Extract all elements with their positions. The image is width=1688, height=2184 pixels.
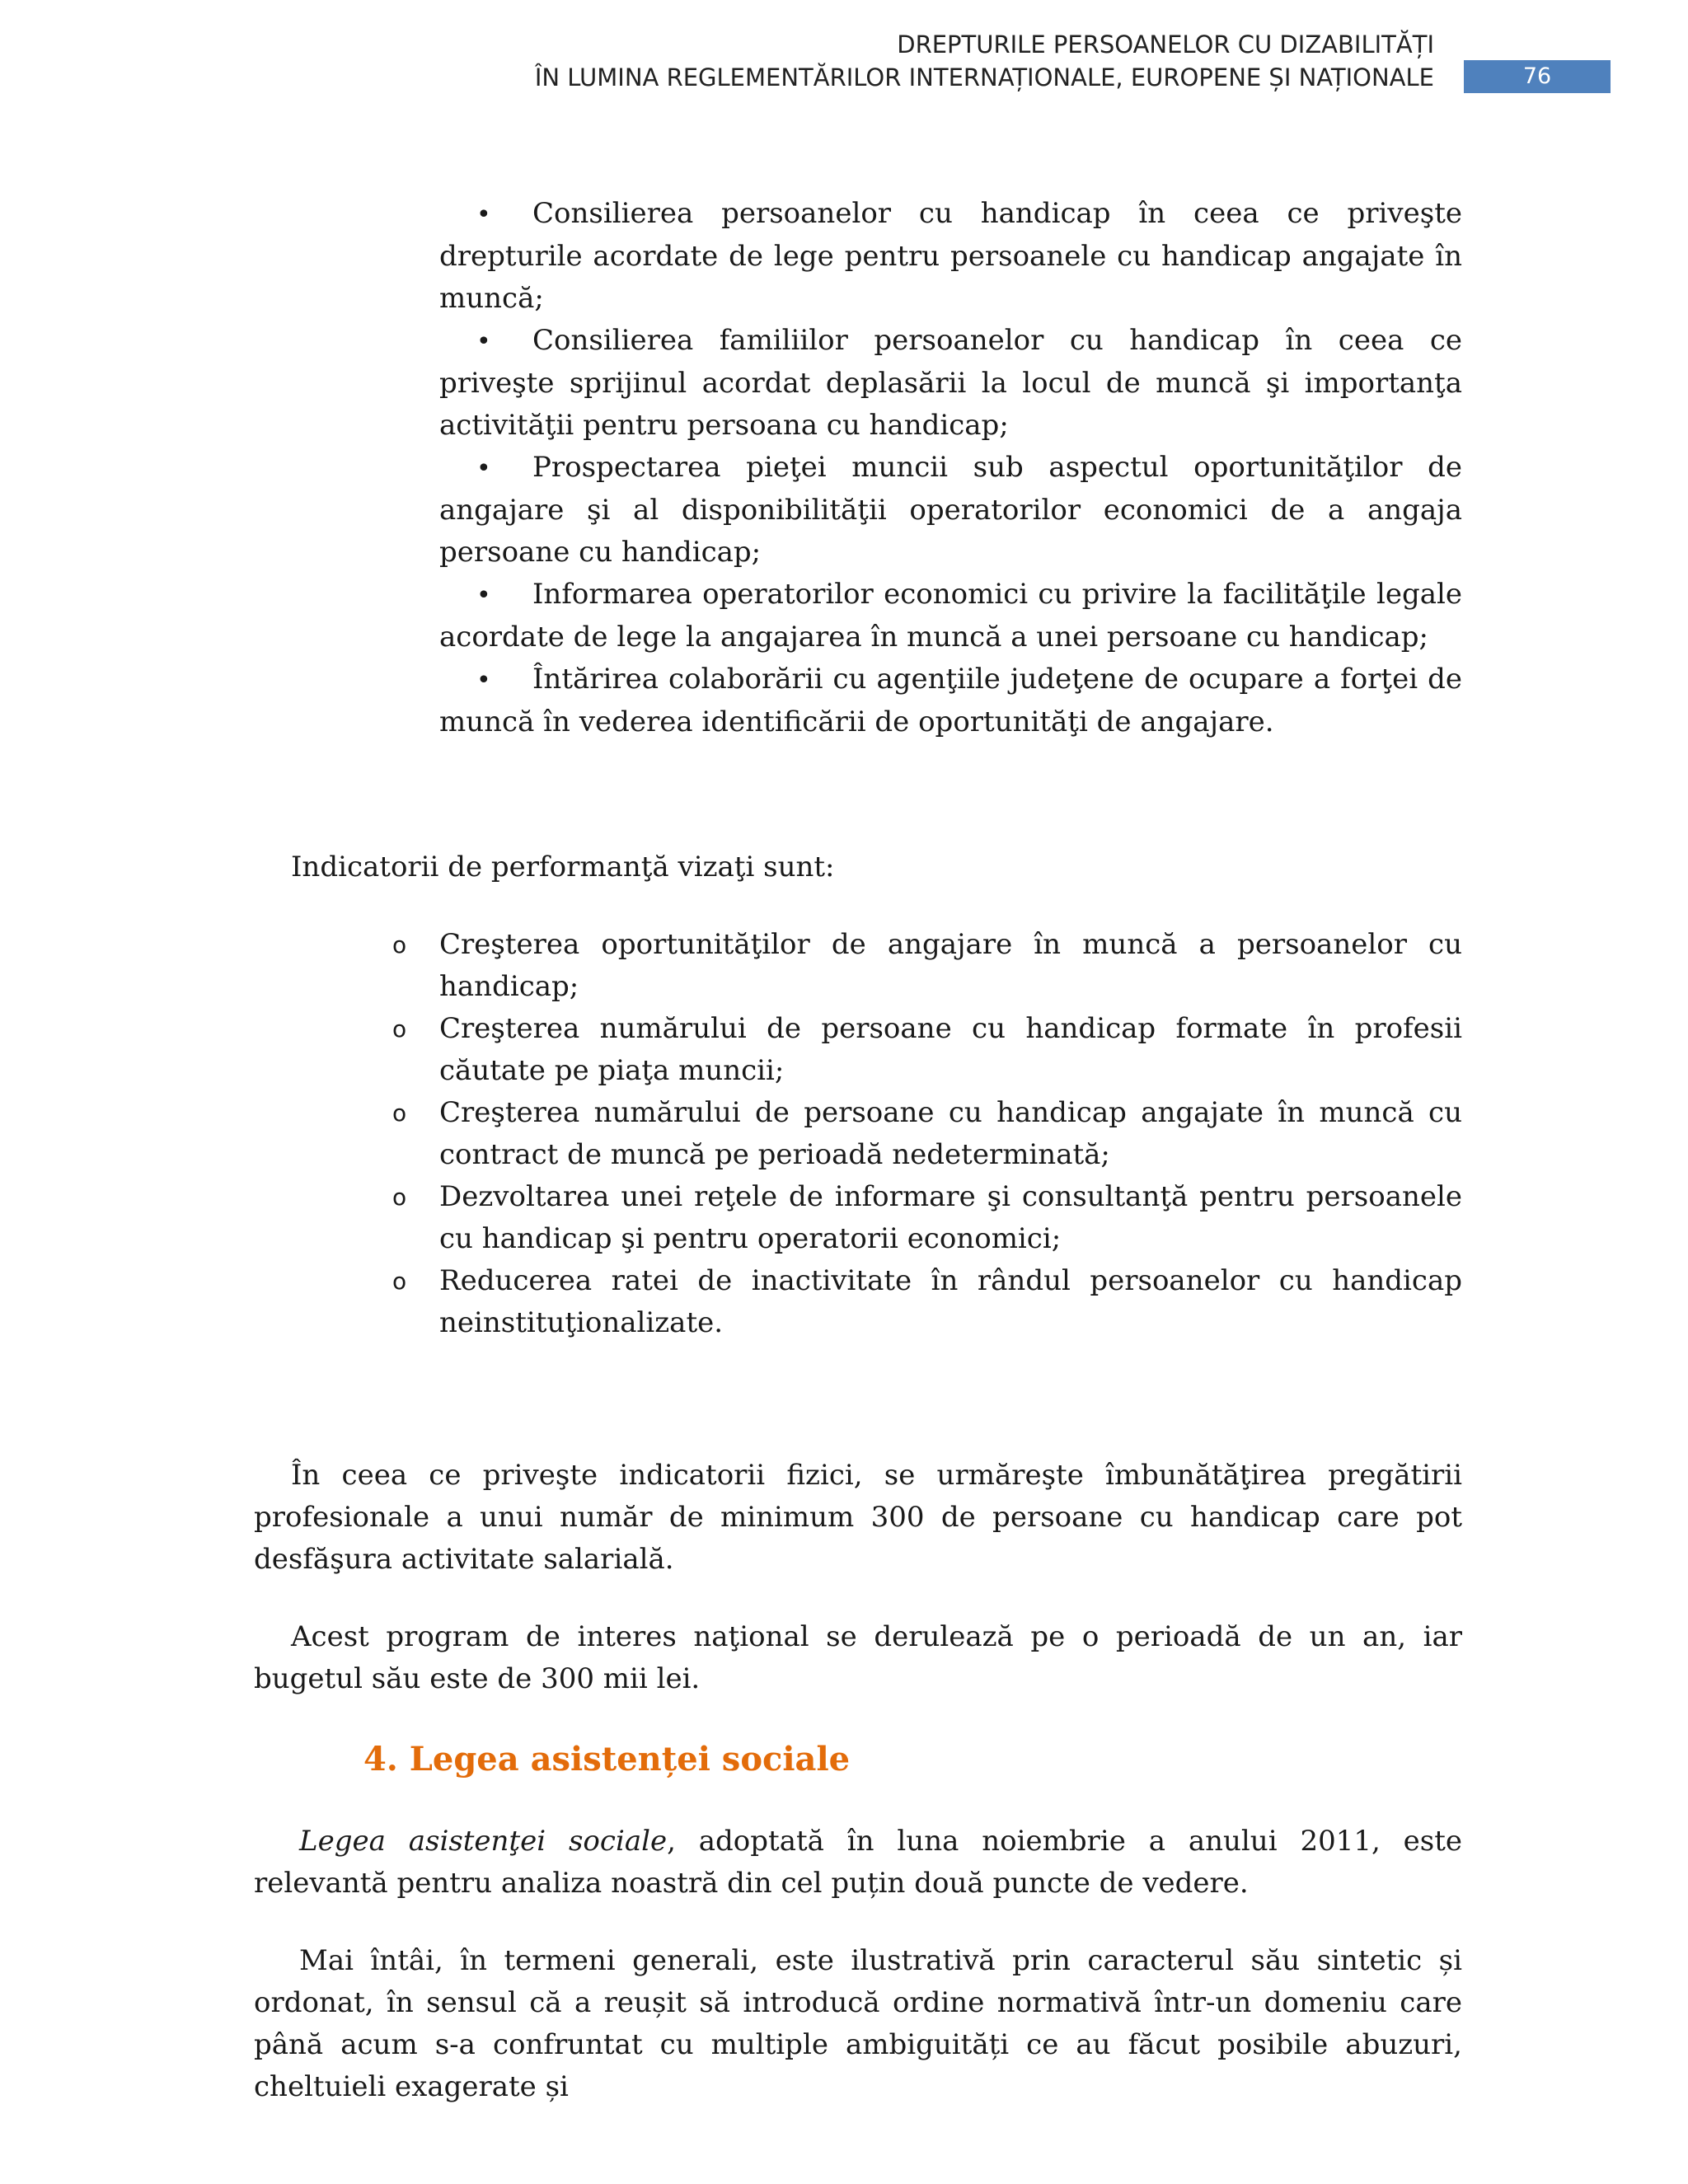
list-item (392, 1092, 1462, 1176)
indicators-list (392, 924, 1462, 1344)
list-item (439, 658, 1462, 743)
law-name: Legea asistenţei sociale (299, 1825, 668, 1858)
header-title-line-2: ÎN LUMINA REGLEMENTĂRILOR INTERNAȚIONALE, EUROPENE ȘI NAȚIONALE (534, 63, 1434, 91)
circle-bullet-icon: o (392, 1268, 407, 1295)
page-body (254, 193, 1462, 2108)
bullet-icon: • (476, 200, 491, 229)
law-paragraph-text: , adoptată în luna noiembrie a anului 2011, este relevantă pentru analiza noastră din cel puțin două puncte de vedere. (254, 1825, 1463, 1900)
list-item (439, 193, 1462, 320)
physical-indicators-paragraph: În ceea ce priveşte indicatorii fizici, se urmăreşte îmbunătăţirea pregătirii profesionale a unui număr de minimum 300 de persoane cu handicap care pot desfăşura activitate salarială. (254, 1459, 1462, 1576)
section-title: Legea asistenței sociale (409, 1740, 851, 1779)
bullet-icon: • (476, 581, 491, 610)
list-item-text: Reducerea ratei de inactivitate în rândul persoanelor cu handicap neinstituţionalizate. (439, 1264, 1462, 1339)
law-paragraph (254, 1821, 1462, 1905)
bullet-icon: • (476, 454, 491, 483)
bullet-list (439, 193, 1462, 743)
list-item (392, 1008, 1462, 1092)
list-item (439, 574, 1462, 658)
list-item-text: Creşterea oportunităţilor de angajare în muncă a persoanelor cu handicap; (439, 928, 1462, 1003)
indicators-intro: Indicatorii de performanţă vizaţi sunt: (291, 851, 835, 883)
circle-bullet-icon: o (392, 1099, 407, 1127)
page-number-badge: 76 (1464, 60, 1611, 93)
list-item (439, 447, 1462, 574)
bullet-icon: • (476, 666, 491, 695)
list-item-text: Creşterea numărului de persoane cu handicap angajate în muncă cu contract de muncă pe perioadă nedeterminată; (439, 1096, 1462, 1171)
section-number: 4. (363, 1740, 398, 1779)
running-header (535, 28, 1434, 94)
list-item-text: Consilierea familiilor persoanelor cu handicap în ceea ce priveşte sprijinul acordat deplasării la locul de muncă şi importanţa activităţii pentru persoana cu handicap; (439, 324, 1462, 442)
circle-bullet-icon: o (392, 1015, 407, 1043)
circle-bullet-icon: o (392, 1183, 407, 1211)
list-item-text: Întărirea colaborării cu agenţiile judeţene de ocupare a forţei de muncă în vederea identificării de oportunităţi de angajare. (439, 663, 1462, 738)
bullet-icon: • (476, 327, 491, 356)
list-item-text: Informarea operatorilor economici cu privire la facilităţile legale acordate de lege la angajarea în muncă a unei persoane cu handicap; (439, 578, 1462, 654)
list-item (392, 1176, 1462, 1260)
list-item-text: Prospectarea pieţei muncii sub aspectul oportunităţilor de angajare şi al disponibilităţii operatorilor economici de a angaja persoane cu handicap; (439, 451, 1462, 569)
list-item (392, 924, 1462, 1008)
list-item-text: Dezvoltarea unei reţele de informare şi consultanţă pentru persoanele cu handicap şi pentru operatorii economici; (439, 1180, 1462, 1255)
list-item-text: Consilierea persoanelor cu handicap în ceea ce priveşte drepturile acordate de lege pentru persoanele cu handicap angajate în muncă; (439, 197, 1462, 315)
list-item (439, 320, 1462, 447)
list-item-text: Creşterea numărului de persoane cu handicap formate în profesii căutate pe piaţa muncii; (439, 1012, 1462, 1087)
section-heading (254, 1736, 1462, 1783)
header-title-line-1: DREPTURILE PERSOANELOR CU DIZABILITĂȚI (897, 30, 1434, 59)
last-paragraph: Mai întâi, în termeni generali, este ilustrativă prin caracterul său sintetic și ordonat, în sensul că a reușit să introducă ordine normativă într-un domeniu care până acum s-a confruntat cu multiple ambiguități ce au făcut posibile abuzuri, cheltuieli exagerate și (254, 1944, 1462, 2103)
circle-bullet-icon: o (392, 931, 407, 958)
list-item (392, 1260, 1462, 1344)
program-paragraph: Acest program de interes naţional se derulează pe o perioadă de un an, iar bugetul său este de 300 mii lei. (254, 1620, 1462, 1695)
